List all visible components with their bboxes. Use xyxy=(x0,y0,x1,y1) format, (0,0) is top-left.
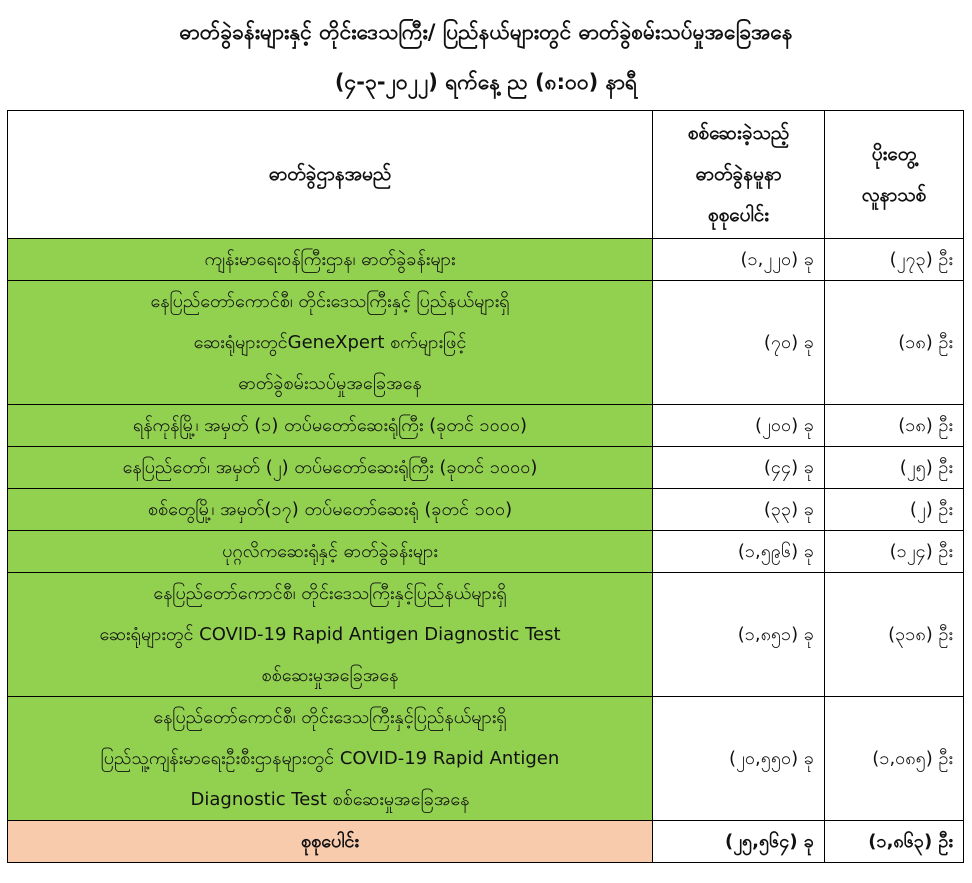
lab-name-line: စစ်ဆေးမှုအခြေအနေ xyxy=(261,665,399,686)
tested-count-cell: (၁,၂၂၀) ခု xyxy=(653,239,825,281)
positive-count-cell: (၂၇၃) ဦး xyxy=(825,239,964,281)
table-row xyxy=(8,697,964,821)
positive-count-cell: (၂) ဦး xyxy=(825,489,964,531)
report-title: ဓာတ်ခွဲခန်းများနှင့် တိုင်းဒေသကြီး/ ပြည်နယ်များတွင် ဓာတ်ခွဲစမ်းသပ်မှုအခြေအနေ xyxy=(179,20,793,44)
positive-count-cell: (၁,၀၈၅) ဦး xyxy=(825,697,964,821)
lab-name-line: ပုဂ္ဂလိကဆေးရုံနှင့် ဓာတ်ခွဲခန်းများ xyxy=(222,541,438,562)
tested-count-cell: (၂၀,၅၅၀) ခု xyxy=(653,697,825,821)
tested-count-cell: (၂၀၀) ခု xyxy=(653,405,825,447)
table-row xyxy=(8,447,964,489)
header-tested-line: စုစုပေါင်း xyxy=(707,204,770,226)
positive-count-cell: (၂၅) ဦး xyxy=(825,447,964,489)
header-positive-line: ပိုးတွေ့ xyxy=(871,142,917,165)
header-lab-name: ဓာတ်ခွဲဌာနအမည် xyxy=(8,111,653,239)
tested-count-cell: (၃၃) ခု xyxy=(653,489,825,531)
header-tested-line: ဓာတ်ခွဲနမူနာ xyxy=(695,163,782,185)
total-tested: (၂၅,၅၆၄) ခု xyxy=(653,821,825,863)
lab-name-cell xyxy=(8,281,653,405)
lab-name-line: နေပြည်တော်၊ အမှတ် (၂) တပ်မတော်ဆေးရုံကြီး (ခုတင် ၁၀၀၀) xyxy=(122,457,538,478)
tested-count-cell: (၁,၈၅၁) ခု xyxy=(653,573,825,697)
lab-name-line: ဓာတ်ခွဲစမ်းသပ်မှုအခြေအနေ xyxy=(238,373,422,394)
table-row xyxy=(8,489,964,531)
total-positive: (၁,၈၆၃) ဦး xyxy=(825,821,964,863)
table-row xyxy=(8,281,964,405)
lab-name-line: နေပြည်တော်ကောင်စီ၊ တိုင်းဒေသကြီးနှင့်ပြည်နယ်များရှိ xyxy=(153,707,507,728)
lab-name-cell xyxy=(8,697,653,821)
lab-name-cell xyxy=(8,405,653,447)
positive-count-cell: (၃၁၈) ဦး xyxy=(825,573,964,697)
tested-count-cell: (၄၄) ခု xyxy=(653,447,825,489)
positive-count-cell: (၁၂၄) ဦး xyxy=(825,531,964,573)
header-positive xyxy=(825,111,964,239)
table-row xyxy=(8,531,964,573)
tested-count-cell: (၁,၅၉၆) ခု xyxy=(653,531,825,573)
lab-name-line: နေပြည်တော်ကောင်စီ၊ တိုင်းဒေသကြီးနှင့် ပြည်နယ်များရှိ xyxy=(150,291,510,312)
table-row xyxy=(8,405,964,447)
lab-name-cell xyxy=(8,489,653,531)
header-positive-line: လူနာသစ် xyxy=(861,183,927,206)
lab-name-line: စစ်တွေမြို့၊ အမှတ်(၁၇) တပ်မတော်ဆေးရုံ (ခုတင် ၁၀၀) xyxy=(147,499,513,520)
table-row xyxy=(8,573,964,697)
tested-count-cell: (၇၀) ခု xyxy=(653,281,825,405)
lab-name-line: နေပြည်တော်ကောင်စီ၊ တိုင်းဒေသကြီးနှင့်ပြည်နယ်များရှိ xyxy=(153,583,507,604)
lab-name-line: Diagnostic Test စစ်ဆေးမှုအခြေအနေ xyxy=(190,789,470,810)
header-tested xyxy=(653,111,825,239)
total-row xyxy=(8,821,964,863)
lab-name-line: ရန်ကုန်မြို့၊ အမှတ် (၁) တပ်မတော်ဆေးရုံကြီး (ခုတင် ၁၀၀၀) xyxy=(132,415,528,436)
lab-name-line: ဆေးရုံများတွင်GeneXpert စက်များဖြင့် xyxy=(193,332,467,353)
header-tested-line: စစ်ဆေးခဲ့သည့် xyxy=(687,122,790,144)
positive-count-cell: (၁၈) ဦး xyxy=(825,405,964,447)
lab-testing-table xyxy=(7,110,964,863)
lab-name-line: ဆေးရုံများတွင် COVID-19 Rapid Antigen Diagnostic Test xyxy=(99,624,561,645)
report-subtitle: (၄-၃-၂၀၂၂) ရက်နေ့ ည (၈:၀၀) နာရီ xyxy=(334,70,638,94)
lab-name-line: ကျန်းမာရေးဝန်ကြီးဌာန၊ ဓာတ်ခွဲခန်းများ xyxy=(204,249,456,270)
lab-name-cell xyxy=(8,573,653,697)
positive-count-cell: (၁၈) ဦး xyxy=(825,281,964,405)
lab-name-cell xyxy=(8,531,653,573)
lab-name-cell xyxy=(8,447,653,489)
lab-name-line: ပြည်သူ့ကျန်းမာရေးဦးစီးဌာနများတွင် COVID-19 Rapid Antigen xyxy=(100,748,560,769)
lab-name-cell xyxy=(8,239,653,281)
table-row xyxy=(8,239,964,281)
total-label: စုစုပေါင်း xyxy=(8,821,653,863)
table-header-row xyxy=(8,111,964,239)
